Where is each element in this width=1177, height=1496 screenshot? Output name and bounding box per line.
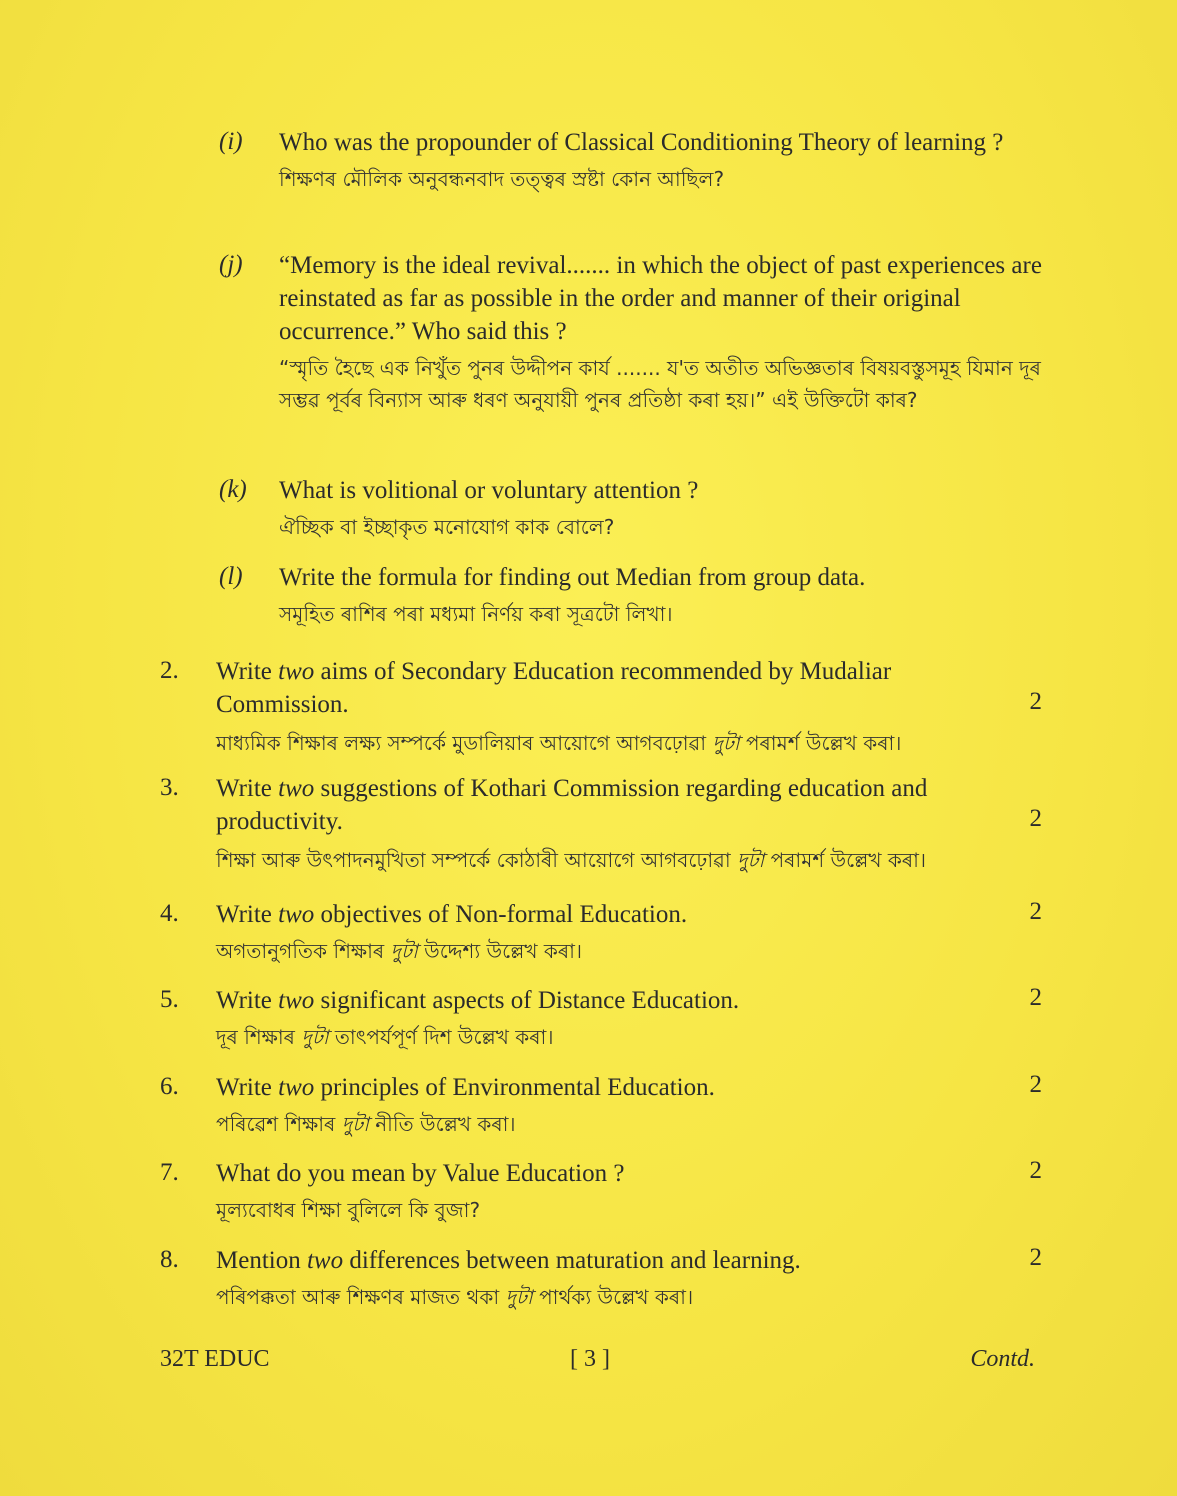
question-number-7: 7. <box>160 1159 179 1186</box>
question-7 <box>216 1157 1042 1226</box>
subquestion-k <box>279 474 1044 543</box>
question-8-english: Mention two differences between maturation and learning. <box>216 1247 801 1274</box>
subquestion-label-k: (k) <box>219 476 247 503</box>
question-number-2: 2. <box>160 657 179 684</box>
question-8-marks: 2 <box>1029 1244 1042 1271</box>
question-6-marks: 2 <box>1029 1071 1042 1098</box>
subquestion-l <box>279 561 1044 630</box>
question-5-english: Write two significant aspects of Distance Education. <box>216 987 740 1014</box>
question-4-assamese: অগতানুগতিক শিক্ষাৰ দুটা উদ্দেশ্য উল্লেখ কৰা। <box>216 939 583 963</box>
question-8 <box>216 1244 1042 1313</box>
question-3-english: Write two suggestions of Kothari Commission regarding education and productivity. <box>216 775 928 835</box>
question-5 <box>216 984 1042 1053</box>
subquestion-label-j: (j) <box>219 251 243 278</box>
question-6-english: Write two principles of Environmental Education. <box>216 1074 715 1101</box>
question-number-8: 8. <box>160 1246 179 1273</box>
subquestion-l-assamese: সমূহিত ৰাশিৰ পৰা মধ্যমা নিৰ্ণয় কৰা সূত্ৰটো লিখা। <box>279 602 673 626</box>
question-5-marks: 2 <box>1029 984 1042 1011</box>
question-2-english: Write two aims of Secondary Education recommended by Mudaliar Commission. <box>216 658 892 718</box>
question-4 <box>216 898 1042 967</box>
question-number-4: 4. <box>160 900 179 927</box>
question-number-5: 5. <box>160 986 179 1013</box>
question-3-marks: 2 <box>1029 805 1042 832</box>
question-number-3: 3. <box>160 774 179 801</box>
subquestion-i <box>279 126 1044 195</box>
subquestion-label-i: (i) <box>219 128 243 155</box>
subquestion-l-english: Write the formula for finding out Median from group data. <box>279 564 866 591</box>
question-6-assamese: পৰিৱেশ শিক্ষাৰ দুটা নীতি উল্লেখ কৰা। <box>216 1112 516 1136</box>
continued-label: Contd. <box>970 1346 1035 1372</box>
question-3-assamese: শিক্ষা আৰু উৎপাদনমুখিতা সম্পৰ্কে কোঠাৰী আয়োগে আগবঢ়োৱা দুটা পৰামৰ্শ উল্লেখ কৰা। <box>216 848 927 872</box>
subquestion-k-english: What is volitional or voluntary attention ? <box>279 477 699 504</box>
subquestion-j-assamese: “স্মৃতি হৈছে এক নিখুঁত পুনৰ উদ্দীপন কাৰ্য ....... য'ত অতীত অভিজ্ঞতাৰ বিষয়বস্তুসমূহ যিমান দূৰ সম্ভৱ পূৰ্বৰ বিন্যাস আৰু ধৰণ অনুযায়ী পুনৰ প্ৰতিষ্ঠা কৰা হয়।” এই উক্তিটো কাৰ? <box>279 356 1041 412</box>
question-2-marks: 2 <box>1029 688 1042 715</box>
subquestion-i-assamese: শিক্ষণৰ মৌলিক অনুবন্ধনবাদ তত্ত্বৰ স্রষ্টা কোন আছিল? <box>279 167 725 191</box>
subquestion-j-english: “Memory is the ideal revival....... in which the object of past experiences are reinstated as far as possible in the order and manner of their original occurrence.” Who said this ? <box>279 252 1042 345</box>
question-7-marks: 2 <box>1029 1157 1042 1184</box>
question-5-assamese: দূৰ শিক্ষাৰ দুটা তাৎপৰ্যপূৰ্ণ দিশ উল্লেখ কৰা। <box>216 1025 554 1049</box>
page-number: [ 3 ] <box>570 1346 610 1372</box>
subquestion-j <box>279 249 1044 416</box>
question-2-assamese: মাধ্যমিক শিক্ষাৰ লক্ষ্য সম্পৰ্কে মুডালিয়াৰ আয়োগে আগবঢ়োৱা দুটা পৰামৰ্শ উল্লেখ কৰা। <box>216 731 902 755</box>
question-4-english: Write two objectives of Non-formal Education. <box>216 901 688 928</box>
question-7-english: What do you mean by Value Education ? <box>216 1160 625 1187</box>
question-3 <box>216 772 1042 876</box>
paper-code: 32T EDUC <box>160 1346 270 1372</box>
subquestion-label-l: (l) <box>219 563 243 590</box>
subquestion-k-assamese: ঐচ্ছিক বা ইচ্ছাকৃত মনোযোগ কাক বোলে? <box>279 515 615 539</box>
question-4-marks: 2 <box>1029 898 1042 925</box>
question-6 <box>216 1071 1042 1140</box>
question-7-assamese: মূল্যবোধৰ শিক্ষা বুলিলে কি বুজা? <box>216 1198 481 1222</box>
question-number-6: 6. <box>160 1073 179 1100</box>
question-8-assamese: পৰিপক্কতা আৰু শিক্ষণৰ মাজত থকা দুটা পাৰ্থক্য উল্লেখ কৰা। <box>216 1285 694 1309</box>
question-2 <box>216 655 1042 759</box>
subquestion-i-english: Who was the propounder of Classical Conditioning Theory of learning ? <box>279 129 1004 156</box>
